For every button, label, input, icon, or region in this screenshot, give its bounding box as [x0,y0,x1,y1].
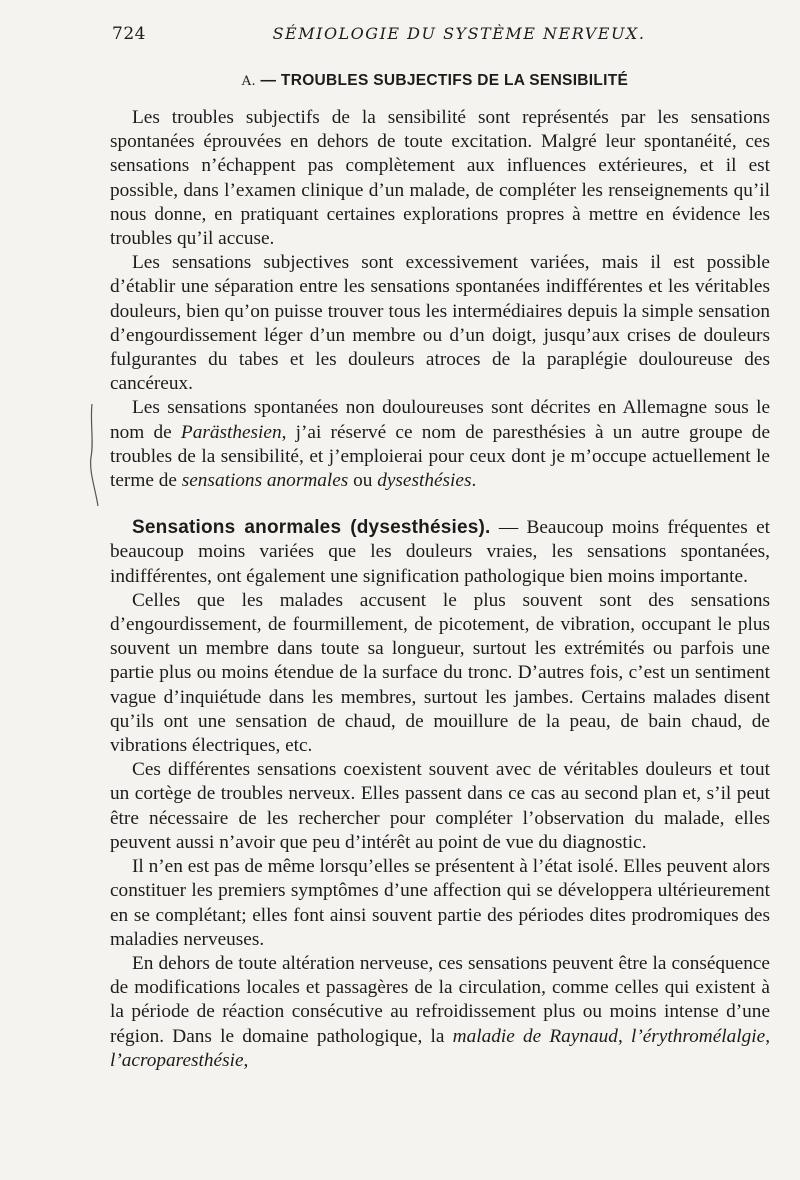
paragraph-8 [110,952,770,1073]
paragraph-4-text: — Beaucoup moins fréquentes et beaucoup moins variées que les douleurs vraies, les sensations spontanées, indifférentes, ont également une signification pathologique bien moins importante. [110,517,770,587]
page-number: 724 [112,24,146,44]
paragraph-8-text-c: , [765,1025,771,1047]
paragraph-3 [110,396,770,493]
body-text [110,106,770,1073]
paragraph-3-text-d: . [471,470,477,492]
term-acroparesthesie: l’acroparesthésie [110,1049,244,1071]
paragraph-8-text-a: En dehors de toute altération nerveuse, ces sensations peuvent être la conséquence de modifications locales et passagères de la circulation, comme celles qui existent à la période de réaction consécutive au refroidissement plus ou moins intense d’une région. Dans le domaine pathologique, la [110,952,770,1047]
paragraph-8-text-b: , [617,1025,631,1047]
paragraph-3-text-a: Les sensations spontanées non douloureuses sont décrites en Allemagne sous le nom de [110,397,770,443]
term-maladie-de-raynaud: maladie de Raynaud [452,1025,618,1047]
paragraph-7: Il n’en est pas de même lorsqu’elles se présentent à l’état isolé. Elles peuvent alors constituer les premiers symptômes d’une affection qui se développera ultérieurement en se complétant; elles font ainsi souvent partie des périodes dites prodromiques des maladies nerveuses. [110,856,770,950]
paragraph-1: Les troubles subjectifs de la sensibilité sont représentés par les sensations spontanées éprouvées en dehors de toute excitation. Malgré leur spontanéité, ces sensations n’échappent pas complètement aux influences extérieures, et il est possible, dans l’examen clinique d’un malade, de compléter les renseignements qu’il nous donne, en pratiquant certaines explorations propres à mettre en évidence les troubles qu’il accuse. [110,107,770,250]
section-heading [110,72,760,90]
section-title: — TROUBLES SUBJECTIFS DE LA SENSIBILITÉ [255,72,629,89]
running-title: SÉMIOLOGIE DU SYSTÈME NERVEUX. [272,24,646,43]
paragraph-4 [110,516,770,589]
term-erythromelalgie: l’érythromélalgie [630,1025,766,1047]
running-head [112,24,766,50]
section-letter: A. [241,74,256,89]
paragraph-6: Ces différentes sensations coexistent souvent avec de véritables douleurs et tout un cortège de troubles nerveux. Elles passent dans ce cas au second plan et, s’il peut être nécessaire de les rechercher pour compléter l’observation du malade, elles peuvent aussi n’avoir que peu d’intérêt au point de vue du diagnostic. [110,759,770,853]
paragraph-3-text-b: , j’ai réservé ce nom de paresthésies à un autre groupe de troubles de la sensibilité, et j’emploierai pour ceux dont je m’occupe actuellement le terme de [110,421,771,492]
subheading-sensations-anormales: Sensations anormales (dysesthésies). [132,517,491,539]
term-parasthesien: Parästhesien [180,421,282,443]
term-sensations-anormales: sensations anormales [181,470,349,492]
paragraph-5: Celles que les malades accusent le plus souvent sont des sensations d’engourdissement, de fourmillement, de picotement, de vibration, occupant le plus souvent un membre dans toute sa longueur, surtout les extrémités ou parfois une partie plus ou moins étendue de la surface du tronc. D’autres fois, c’est un sentiment vague d’inquiétude dans les membres, surtout les jambes. Certains malades disent qu’ils ont une sensation de chaud, de mouillure de la peau, de bain chaud, de vibrations électriques, etc. [110,589,770,757]
paragraph-8-text-d: , [243,1049,249,1071]
paragraph-2: Les sensations subjectives sont excessivement variées, mais il est possible d’établir une séparation entre les sensations spontanées indifférentes et les véritables douleurs, bien qu’on puisse trouver tous les intermédiaires depuis la simple sensation d’engourdissement léger d’un membre ou d’un doigt, jusqu’aux crises de douleurs fulgurantes du tabes et les douleurs atroces de la paraplégie douloureuse des cancéreux. [110,252,770,395]
margin-bracket-mark [86,402,100,508]
paragraph-3-text-c: ou [348,470,378,492]
term-dysesthesies: dysesthésies [377,470,472,492]
